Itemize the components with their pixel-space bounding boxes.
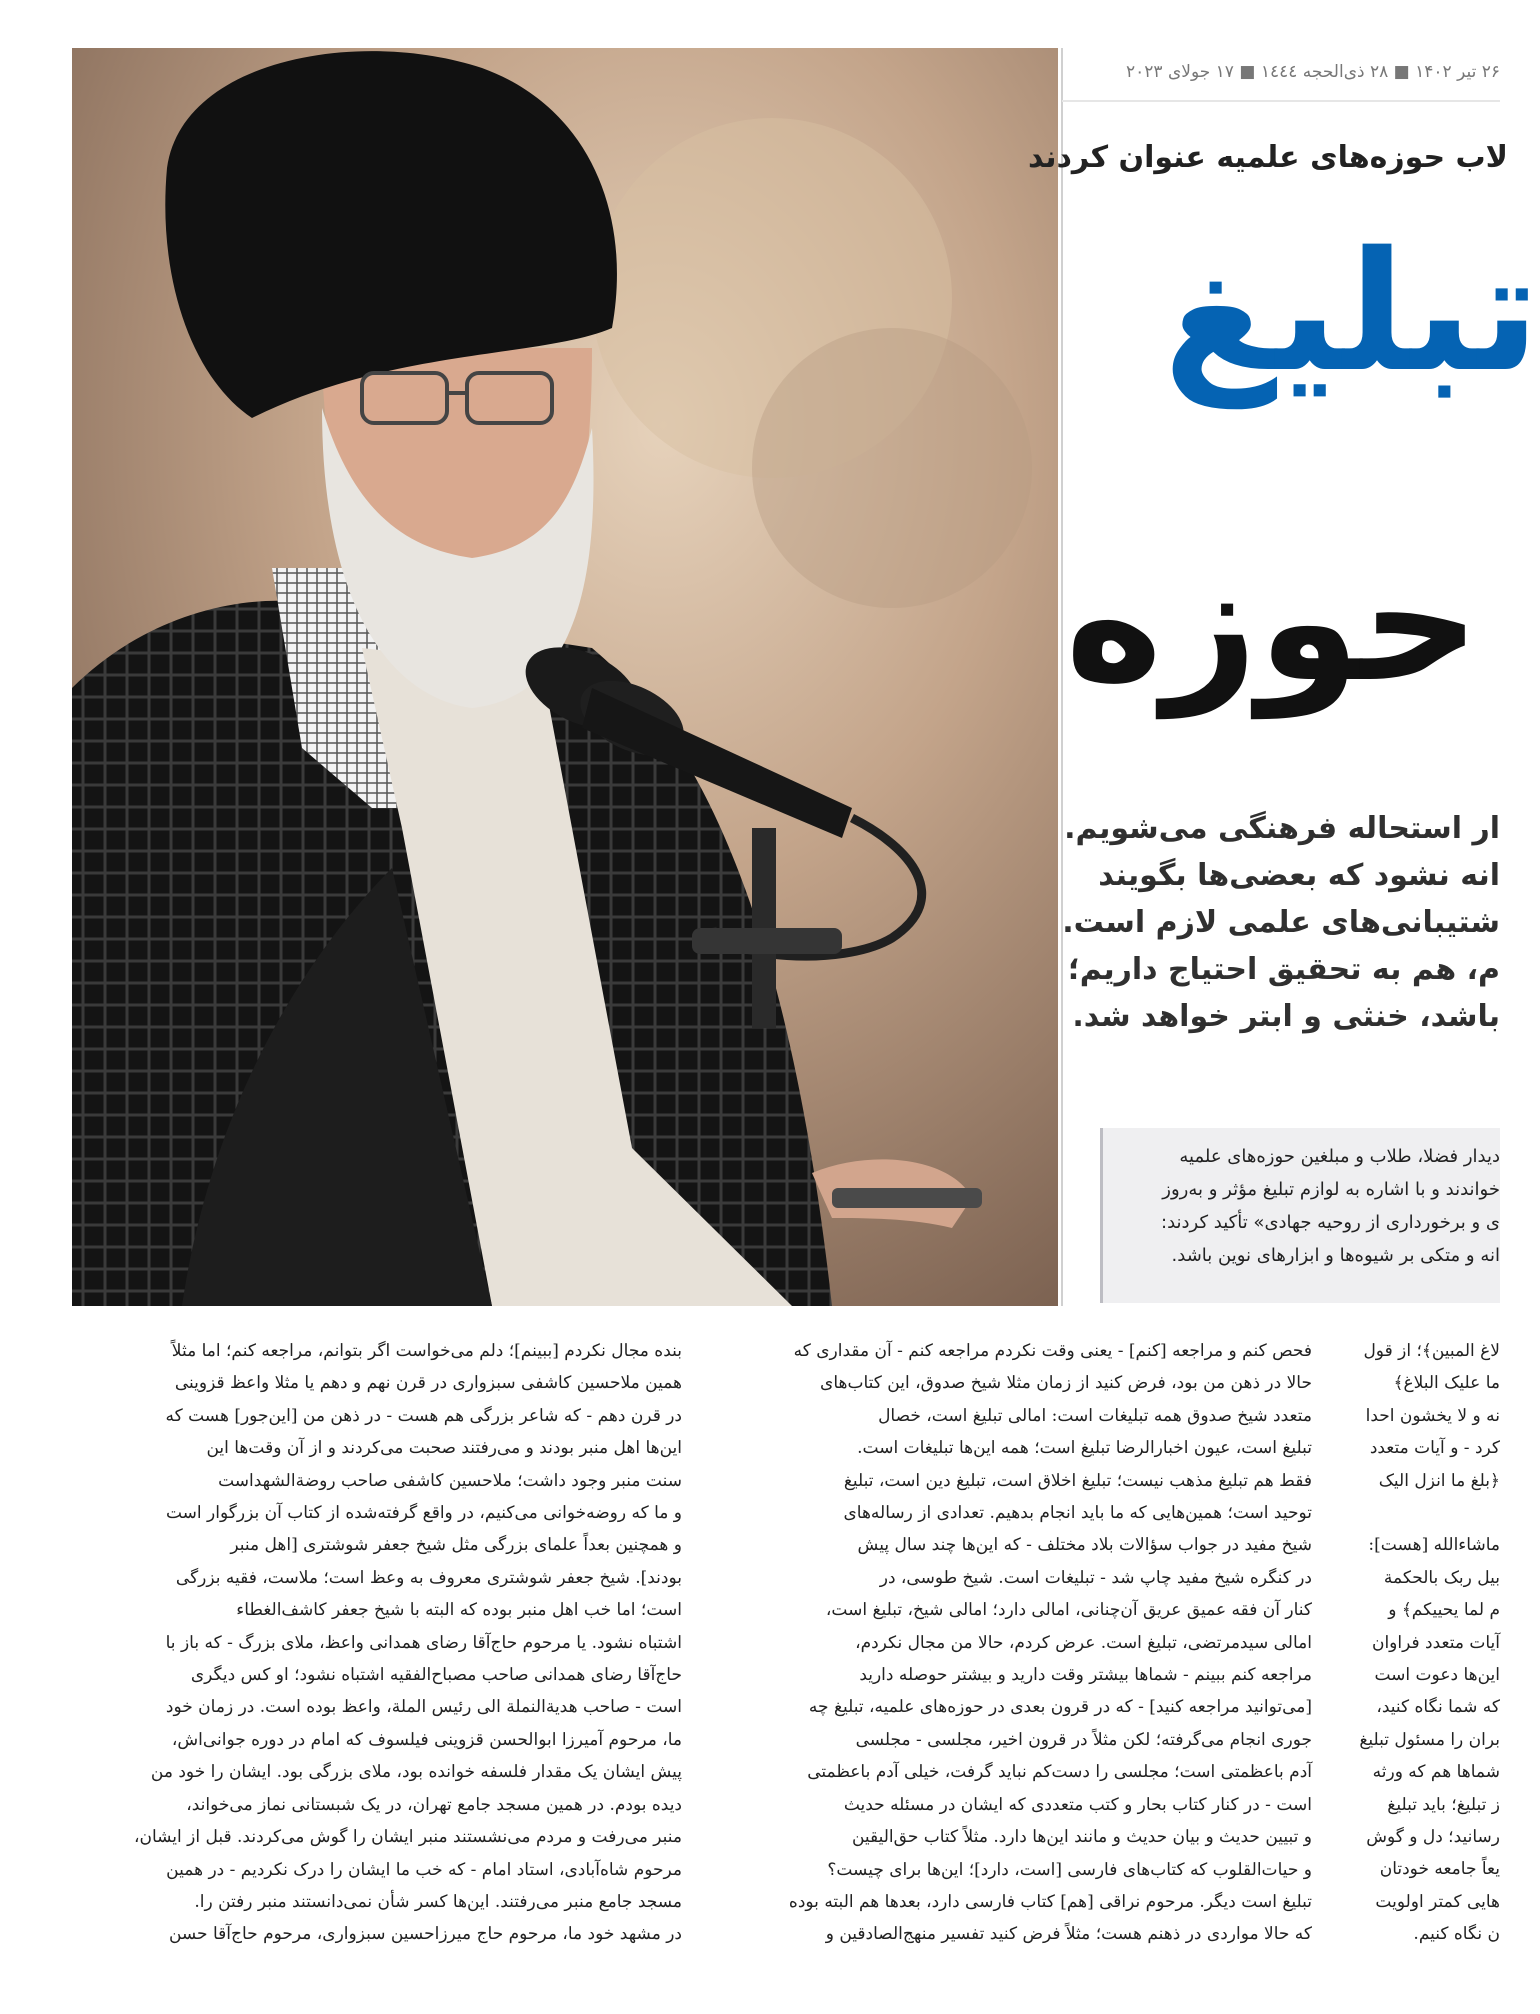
body-line: مرحوم شاه‌آبادی، استاد امام - که خب ما ایشان را درک نکردیم - در همین [166,1859,682,1880]
body-line: [می‌توانید مراجعه کنید] - که در قرون بعدی در حوزه‌های علمیه، تبلیغ چه [808,1697,1312,1718]
lead-line: دیدار فضلا، طلاب و مبلغین حوزه‌های علمیه [1179,1146,1500,1167]
body-line: متعدد شیخ صدوق همه تبلیغات است: امالی تبلیغ است، خصال [878,1405,1312,1426]
headline-bottom: حوزه [1065,526,1480,718]
body-line: آیات متعدد فراوان [1371,1632,1500,1653]
body-line: ن نگاه کنیم. [1413,1924,1500,1945]
dateline-divider [1062,100,1500,102]
lead-line: خواندند و با اشاره به لوازم تبلیغ مؤثر و به‌روز [1162,1179,1500,1200]
body-line: پیش ایشان یک مقدار فلسفه خوانده بود، ملای بزرگی بود. ایشان را خود من [150,1762,682,1783]
body-line: ﴿بلغ ما انزل الیک [1378,1470,1500,1491]
body-line: ما علیک البلاغ﴾ [1393,1373,1500,1394]
body-line: مراجعه کنم ببینم - شماها بیشتر وقت دارید و بیشتر حوصله دارید [859,1665,1312,1686]
body-line: نه و لا یخشون احدا [1365,1405,1500,1426]
body-line: است - صاحب هدیة‌النملة الی رئیس الملة، واعظ بوده است. در زمان خود [165,1697,682,1718]
pull-quote-line: شتیبانی‌های علمی لازم است. [1062,905,1500,940]
pull-quote-line: م، هم به تحقیق احتیاج داریم؛ [1067,952,1500,987]
portrait-illustration [72,48,1058,1306]
body-line: لاغ المبین﴾؛ از قول [1363,1341,1500,1361]
body-line: مسجد جامع منبر می‌رفتند. این‌ها کسر شأن نمی‌دانستند منبر رفتن را. [194,1891,682,1912]
body-line: دیده بودم. در همین مسجد جامع تهران، در یک شبستانی نماز می‌خواند، [186,1794,682,1815]
body-line: امالی سیدمرتضی، تبلیغ است. عرض کردم، حالا من مجال نکردم، [855,1632,1312,1653]
body-line: و تبیین حدیث و بیان حدیث و مانند این‌ها دارد. مثلاً کتاب حق‌الیقین [851,1827,1312,1848]
body-column-middle [707,1335,1312,2014]
body-line: منبر می‌رفت و مردم می‌نشستند منبر ایشان را گوش می‌کردند. قبل از ایشان، [133,1827,682,1848]
body-line: همین ملاحسین کاشفی سبزواری در قرن نهم و دهم یا مثلا واعظ قزوینی [174,1373,682,1394]
body-line: در کنگره شیخ مفید چاپ شد - تبلیغات است. شیخ طوسی، در [879,1567,1312,1588]
body-line: م لما یحییکم﴾ و [1388,1600,1500,1621]
dateline: ۲۶ تیر ۱۴۰۲ ■ ۲۸ ذی‌الحجه ۱٤٤٤ ■ ۱۷ جولای ۲۰۲۳ [1126,62,1500,82]
paragraph-gap [1345,1497,1500,1529]
body-line: و همچنین بعداً علمای بزرگی مثل شیخ جعفر شوشتری [اهل منبر [230,1535,682,1556]
body-line: ز تبلیغ؛ باید تبلیغ [1387,1794,1500,1815]
portrait-photo [72,48,1058,1306]
headline-top: تبلیغ [1163,216,1540,408]
body-line: یعاً جامعه خودتان [1379,1859,1500,1880]
body-line: این‌ها اهل منبر بودند و می‌رفتند صحبت می‌کردند و از آن وقت‌ها این [206,1438,682,1459]
body-line: رسانید؛ دل و گوش [1366,1827,1500,1848]
body-line: کرد - و آیات متعدد [1369,1438,1500,1459]
lead-summary-box [1100,1128,1500,1303]
body-column-right [1345,1335,1500,2014]
body-line: جوری انجام می‌گرفته؛ لکن مثلاً در قرون اخیر، مجلسی - مجلسی [855,1729,1312,1750]
body-line: حاج‌آقا رضای همدانی صاحب مصباح‌الفقیه اشتباه نشود؛ او کس دیگری [190,1665,682,1686]
lead-line: ی و برخورداری از روحیه جهادی» تأکید کردند: [1161,1212,1500,1233]
body-line: تبلیغ است دیگر. مرحوم نراقی [هم] کتاب فارسی دارد، بعدها هم البته بوده [788,1891,1312,1912]
body-column-left [72,1335,682,2014]
body-line: آدم باعظمتی است؛ مجلسی را دست‌کم نباید گرفت، خیلی آدم باعظمتی [807,1762,1312,1783]
pull-quote-line: ار استحاله فرهنگی می‌شویم. [1064,811,1500,846]
body-line: تبلیغ است، عیون اخبارالرضا تبلیغ است؛ همه این‌ها تبلیغات است. [857,1438,1312,1459]
body-line: که حالا مواردی در ذهنم هست؛ مثلاً فرض کنید تفسیر منهج‌الصادقین و [825,1924,1312,1945]
body-line: این‌ها دعوت است [1374,1665,1500,1686]
body-line: که شما نگاه کنید، [1376,1697,1500,1718]
body-line: بودند]. شیخ جعفر شوشتری معروف به وعظ است؛ ملاست، فقیه بزرگی [175,1567,682,1588]
body-line: بنده مجال نکردم [ببینم]؛ دلم می‌خواست اگر بتوانم، مراجعه کنم؛ اما مثلاً [171,1341,682,1361]
body-line: در مشهد خود ما، مرحوم حاج میرزاحسین سبزواری، مرحوم حاج‌آقا حسن [168,1924,682,1945]
body-line: هایی کمتر اولویت [1375,1891,1500,1912]
body-line: فحص کنم و مراجعه [کنم] - یعنی وقت نکردم مراجعه کنم - آن مقداری که [793,1341,1312,1361]
body-line: بیل ربک بالحکمة [1383,1567,1500,1588]
article-kicker: لاب حوزه‌های علمیه عنوان کردند [1027,140,1508,175]
lead-line: انه و متکی بر شیوه‌ها و ابزارهای نوین باشد. [1171,1245,1500,1266]
body-line: سنت منبر وجود داشت؛ ملاحسین کاشفی صاحب روضة‌الشهداست [218,1470,682,1491]
body-line: ماشاءالله [هست]: [1368,1535,1500,1556]
pull-quote-line: انه نشود که بعضی‌ها بگویند [1098,858,1500,893]
body-line: است - در کنار کتاب بحار و کتب متعددی که ایشان در مسئله حدیث [843,1794,1312,1815]
body-line: است؛ اما خب اهل منبر بوده که البته با شیخ جعفر کاشف‌الغطاء [236,1600,682,1621]
body-line: شیخ مفید در جواب سؤالات بلاد مختلف - که این‌ها چند سال پیش [857,1535,1312,1556]
body-line: فقط هم تبلیغ مذهب نیست؛ تبلیغ اخلاق است، تبلیغ دین است، تبلیغ [843,1470,1312,1491]
body-line: حالا در ذهن من بود، فرض کنید از زمان مثلا شیخ صدوق، این کتاب‌های [820,1373,1312,1394]
body-line: بران را مسئول تبلیغ [1359,1729,1500,1750]
body-line: در قرن دهم - که شاعر بزرگی هم هست - در ذهن من [این‌جور] هست که [165,1405,682,1426]
body-line: اشتباه نشود. یا مرحوم حاج‌آقا رضای همدانی واعظ، ملای بزرگ - که باز با [165,1632,682,1653]
pull-quote-line: باشد، خنثی و ابتر خواهد شد. [1072,999,1500,1034]
body-line: ما، مرحوم آمیرزا ابوالحسن قزوینی فیلسوف که امام در دوره جوانی‌اش، [171,1729,682,1750]
body-line: کنار آن فقه عمیق عریق آن‌چنانی، امالی دارد؛ امالی شیخ، تبلیغ است، [825,1600,1312,1621]
body-line: و حیات‌القلوب که کتاب‌های فارسی [است، دارد]؛ این‌ها برای چیست؟ [827,1859,1312,1880]
body-line: و ما که روضه‌خوانی می‌کنیم، در واقع گرفته‌شده از کتاب آن بزرگوار است [165,1503,682,1524]
pull-quote [1062,805,1500,1085]
body-line: شماها هم که ورثه [1372,1762,1500,1783]
body-line: توحید است؛ همین‌هایی که ما باید انجام بدهیم. تعدادی از رساله‌های [843,1503,1312,1524]
